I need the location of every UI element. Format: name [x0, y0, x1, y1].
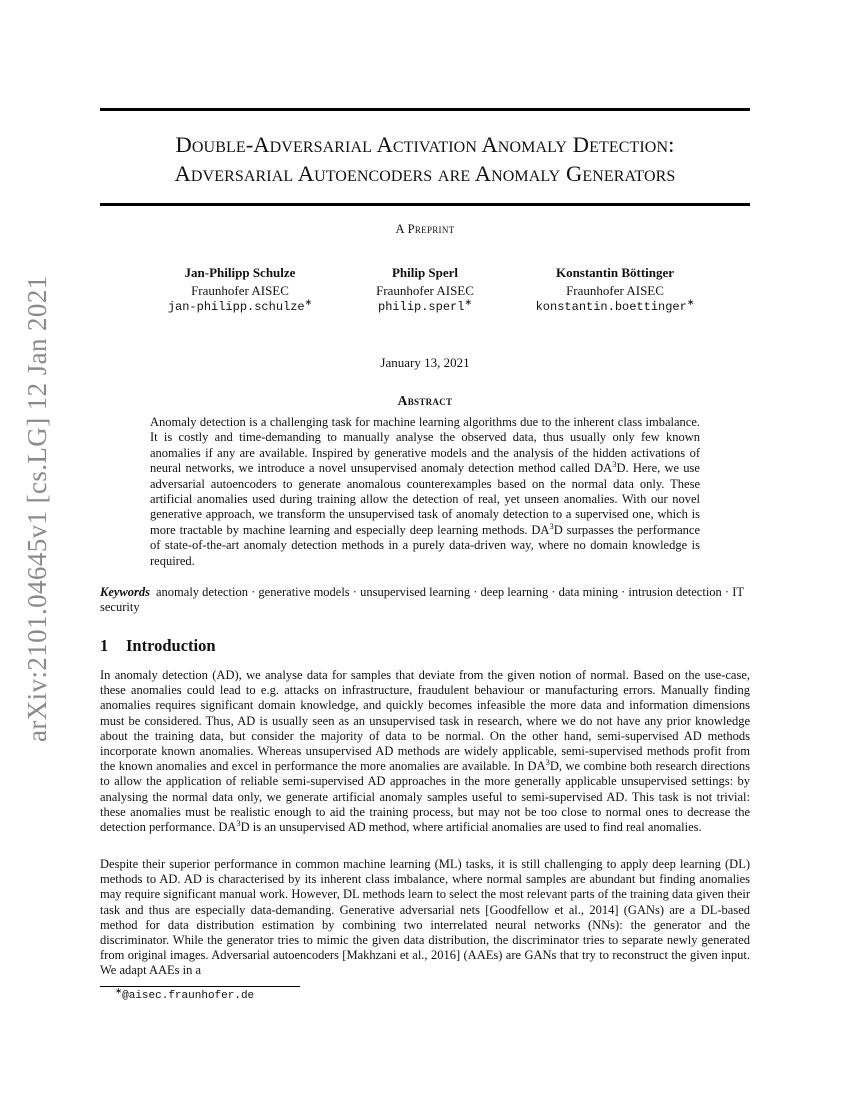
author-email[interactable]: jan-philipp.schulze [167, 300, 305, 314]
author-email[interactable]: konstantin.boettinger [535, 300, 687, 314]
author-name: Konstantin Böttinger [555, 265, 675, 280]
keywords-text: anomaly detection · generative models · unsupervised learning · deep learning · data mining · intrusion detection · IT security [100, 585, 744, 615]
section-title: Introduction [126, 636, 216, 655]
footnote-marker: ∗ [464, 297, 472, 307]
author [510, 264, 720, 317]
title-line-1: Double-Adversarial Activation Anomaly Detection: [175, 132, 675, 157]
keywords [100, 585, 750, 616]
author-email[interactable]: philip.sperl [378, 300, 465, 314]
author-affiliation: Fraunhofer AISEC [376, 282, 474, 298]
intro-paragraph-2: Despite their superior performance in common machine learning (ML) tasks, it is still challenging to apply deep learning (DL) methods to AD. AD is characterised by its inherent class imbalance, where normal samples are abundant but finding anomalies may require significant manual work. However, DL methods learn to select the most relevant parts of the training data given their task and thus are especially data-demanding. Generative adversarial nets [Goodfellow et al., 2014] (GANs) are a DL-based method for data distribution estimation by combining two interrelated neural networks (NNs): the generator and the discriminator. While the generator tries to mimic the given data distribution, the discriminator tries to separate newly generated from original images. Adversarial autoencoders [Makhzani et al., 2016] (AAEs) are GANs that try to reconstruct the given input. We adapt AAEs in a [100, 857, 750, 978]
title-line-2: Adversarial Autoencoders are Anomaly Generators [174, 161, 676, 186]
title-rule-bottom [100, 203, 750, 206]
publication-date: January 13, 2021 [380, 355, 470, 370]
keywords-label: Keywords [100, 585, 150, 599]
footnote-rule [100, 986, 300, 987]
author [140, 264, 340, 317]
author-name: Philip Sperl [391, 265, 459, 280]
paper-title [100, 130, 750, 188]
footnote [115, 985, 255, 1002]
preprint-label: A Preprint [395, 222, 455, 236]
author-affiliation: Fraunhofer AISEC [191, 282, 289, 298]
abstract-body: Anomaly detection is a challenging task for machine learning algorithms due to the inherent class imbalance. It is costly and time-demanding to manually analyse the observed data, thus usually only few known anomalies if any are available. Inspired by generative models and the analysis of the hidden activations of neural networks, we introduce a novel unsupervised anomaly detection method called $DA^3D$. Here, we use adversarial autoencoders to generate anomalous counterexamples based on the normal data only. These artificial anomalies used during training allow the detection of real, yet unseen anomalies. With our novel generative approach, we transform the unsupervised task of anomaly detection to a supervised one, which is more tractable by machine learning and especially deep learning methods. $DA^3D$ surpasses the performance of state-of-the-art anomaly detection methods in a purely data-driven way, where no domain knowledge is required. [150, 415, 700, 568]
intro-paragraph-1: In anomaly detection (AD), we analyse data for samples that deviate from the given notion of normal. Based on the use-case, these anomalies could lead to e.g. attacks on infrastructure, fraudulent behaviour or manufacturing errors. Manually finding anomalies requires significant domain knowledge, and quickly becomes infeasible the more data and information dimensions must be considered. Thus, AD is usually seen as an unsupervised task in research, where we do not have any prior knowledge about the training data, but consider the majority of data to be normal. On the other hand, semi-supervised AD methods incorporate known anomalies. Whereas unsupervised AD methods are widely applicable, semi-supervised methods profit from the known anomalies and excel in performance the more anomalies are available. In $DA^3D$, we combine both research directions to allow the application of reliable semi-supervised AD approaches in the more generally applicable unsupervised settings: by analysing the normal data only, we generate artificial anomaly samples useful to semi-supervised AD. This task is not trivial: these anomalies must be realistic enough to aid the training process, but may not be too close to normal ones to decrease the detection performance. $DA^3D$ is an unsupervised AD method, where artificial anomalies are used to find real anomalies. [100, 668, 750, 835]
footnote-marker: ∗ [304, 297, 313, 307]
author [330, 264, 520, 317]
footnote-text: @aisec.fraunhofer.de [122, 990, 255, 1002]
abstract-heading: Abstract [397, 393, 453, 408]
section-heading [100, 636, 750, 656]
section-number: 1 [100, 636, 109, 655]
title-rule-top [100, 108, 750, 111]
footnote-mark: ∗ [115, 985, 123, 996]
footnote-marker: ∗ [686, 297, 695, 307]
author-affiliation: Fraunhofer AISEC [566, 282, 664, 298]
arxiv-sidebar-stamp: arXiv:2101.04645v1 [cs.LG] 12 Jan 2021 [22, 275, 52, 742]
author-name: Jan-Philipp Schulze [184, 265, 296, 280]
